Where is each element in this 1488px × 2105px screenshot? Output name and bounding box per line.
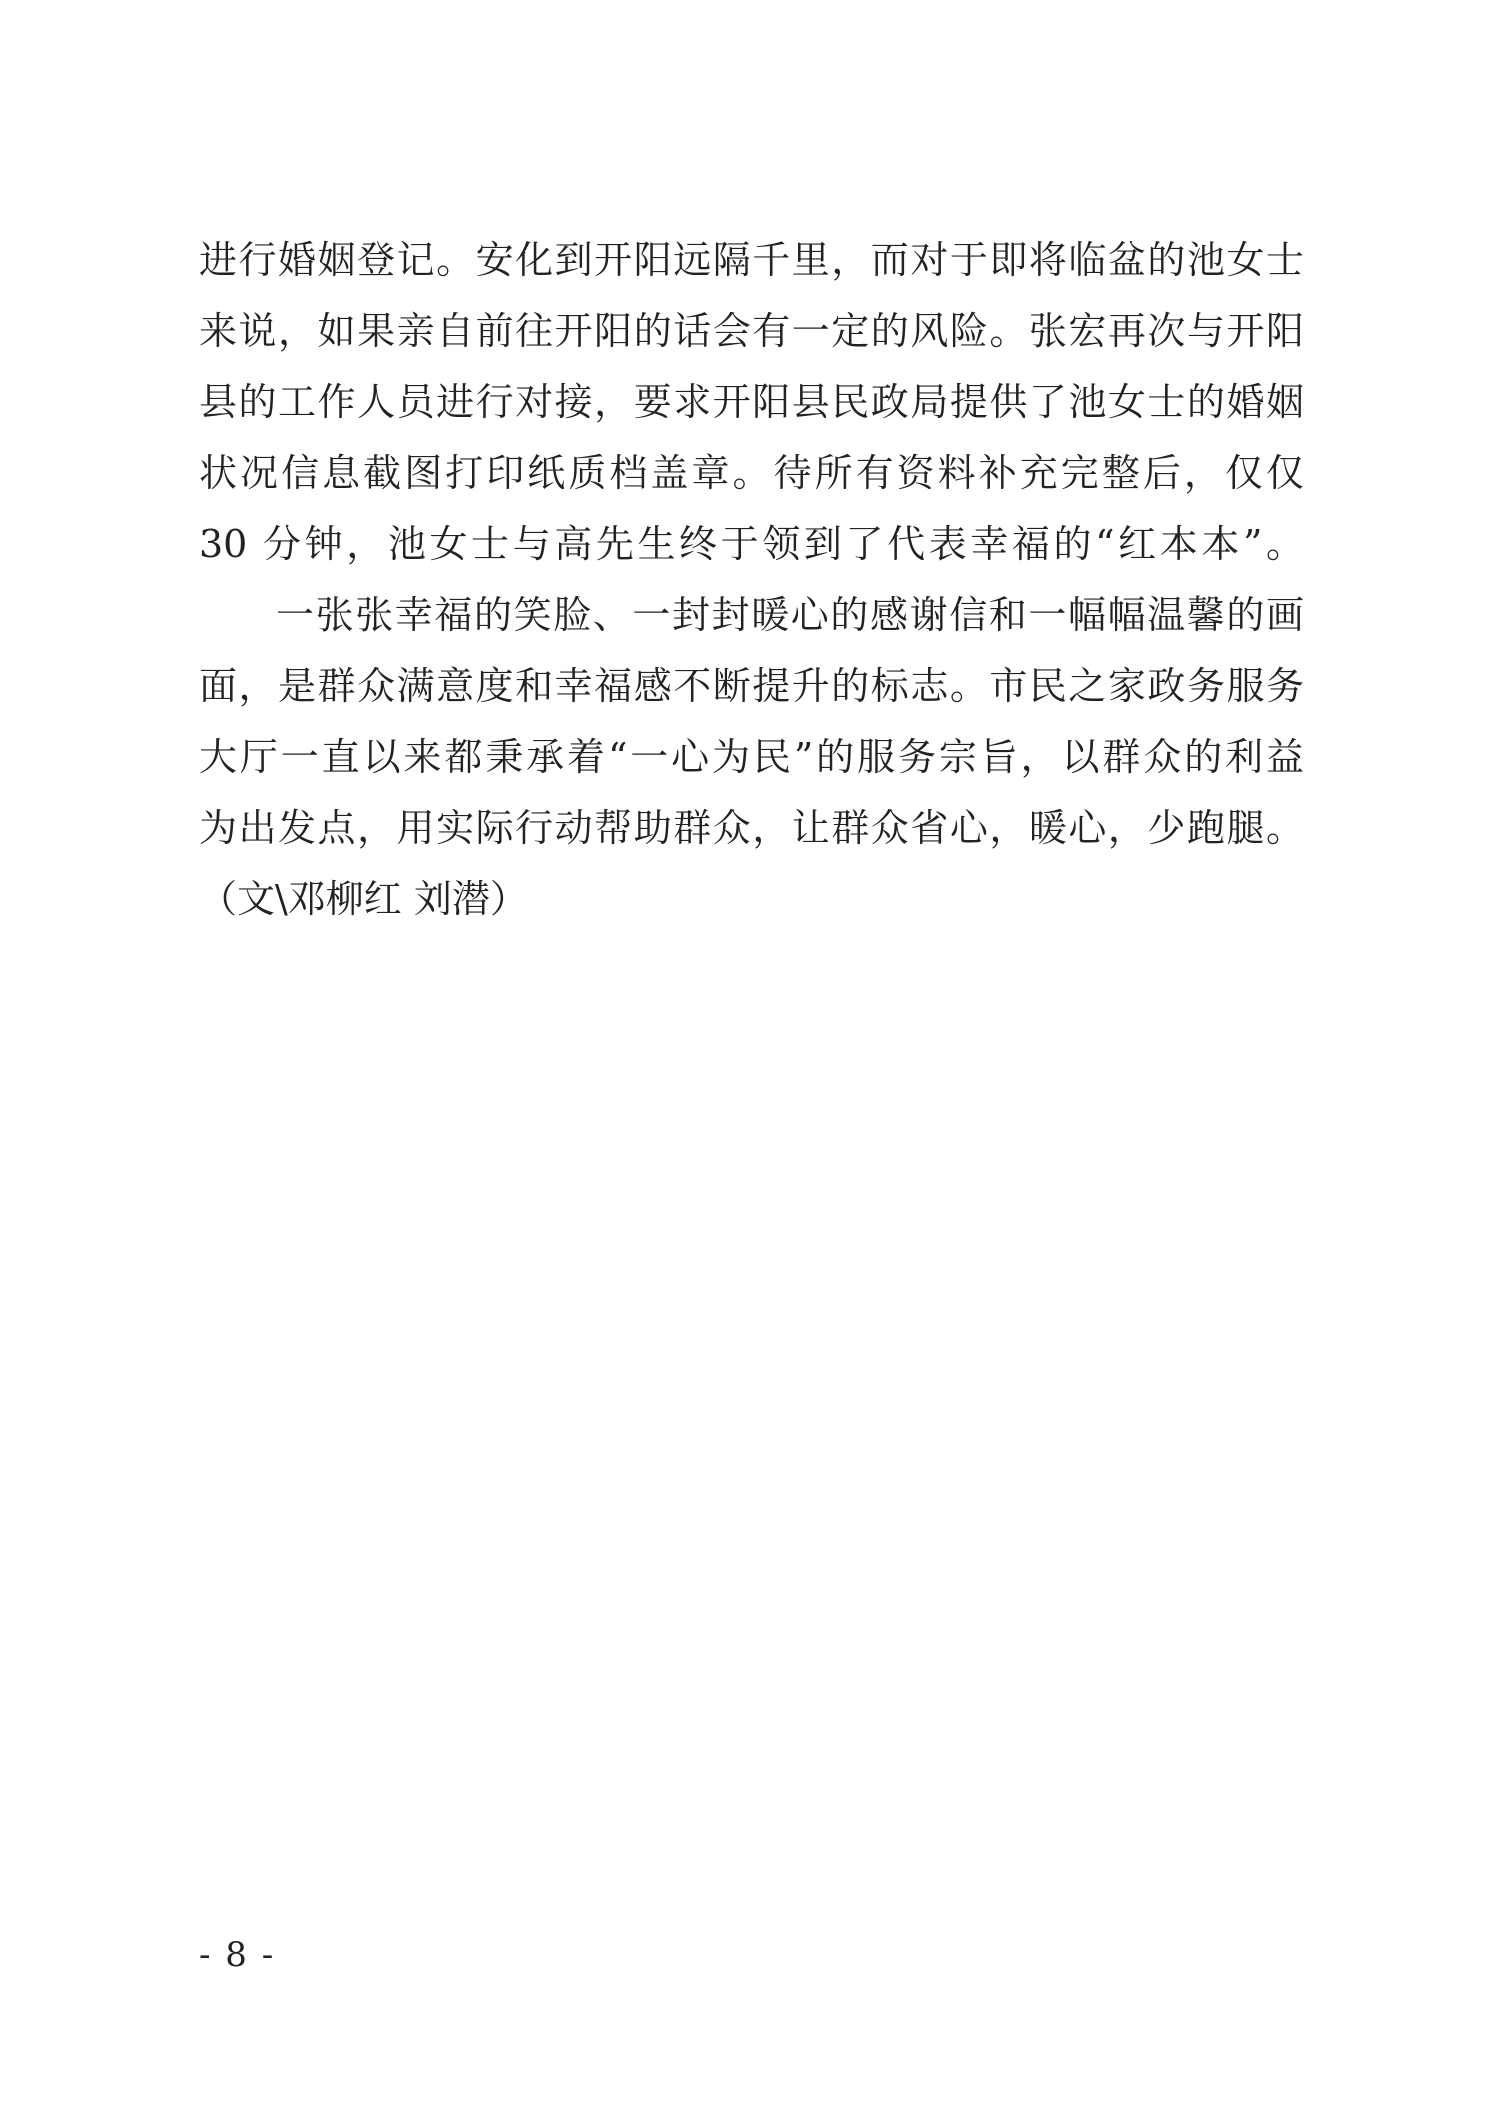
paragraph-line: 进行婚姻登记。安化到开阳远隔千里，而对于即将临盆的池女士	[199, 238, 1304, 282]
paragraph-line: 为出发点，用实际行动帮助群众，让群众省心，暖心，少跑腿。	[199, 806, 1304, 850]
paragraph-line: 来说，如果亲自前往开阳的话会有一定的风险。张宏再次与开阳	[199, 309, 1304, 353]
paragraph-line: 县的工作人员进行对接，要求开阳县民政局提供了池女士的婚姻	[199, 380, 1304, 424]
paragraph-line: 面，是群众满意度和幸福感不断提升的标志。市民之家政务服务	[199, 664, 1304, 708]
paragraph-line: 一张张幸福的笑脸、一封封暖心的感谢信和一幅幅温馨的画	[276, 593, 1304, 637]
paragraph-line: 大厅一直以来都秉承着“一心为民”的服务宗旨，以群众的利益	[199, 735, 1304, 779]
page-number: - 8 -	[199, 1935, 276, 1975]
author-credit: （文\邓柳红 刘潜）	[199, 877, 528, 921]
paragraph-line: 状况信息截图打印纸质档盖章。待所有资料补充完整后，仅仅	[199, 451, 1304, 495]
paragraph-line: 30 分钟，池女士与高先生终于领到了代表幸福的“红本本”。	[199, 522, 1304, 566]
body-text	[199, 225, 1304, 935]
